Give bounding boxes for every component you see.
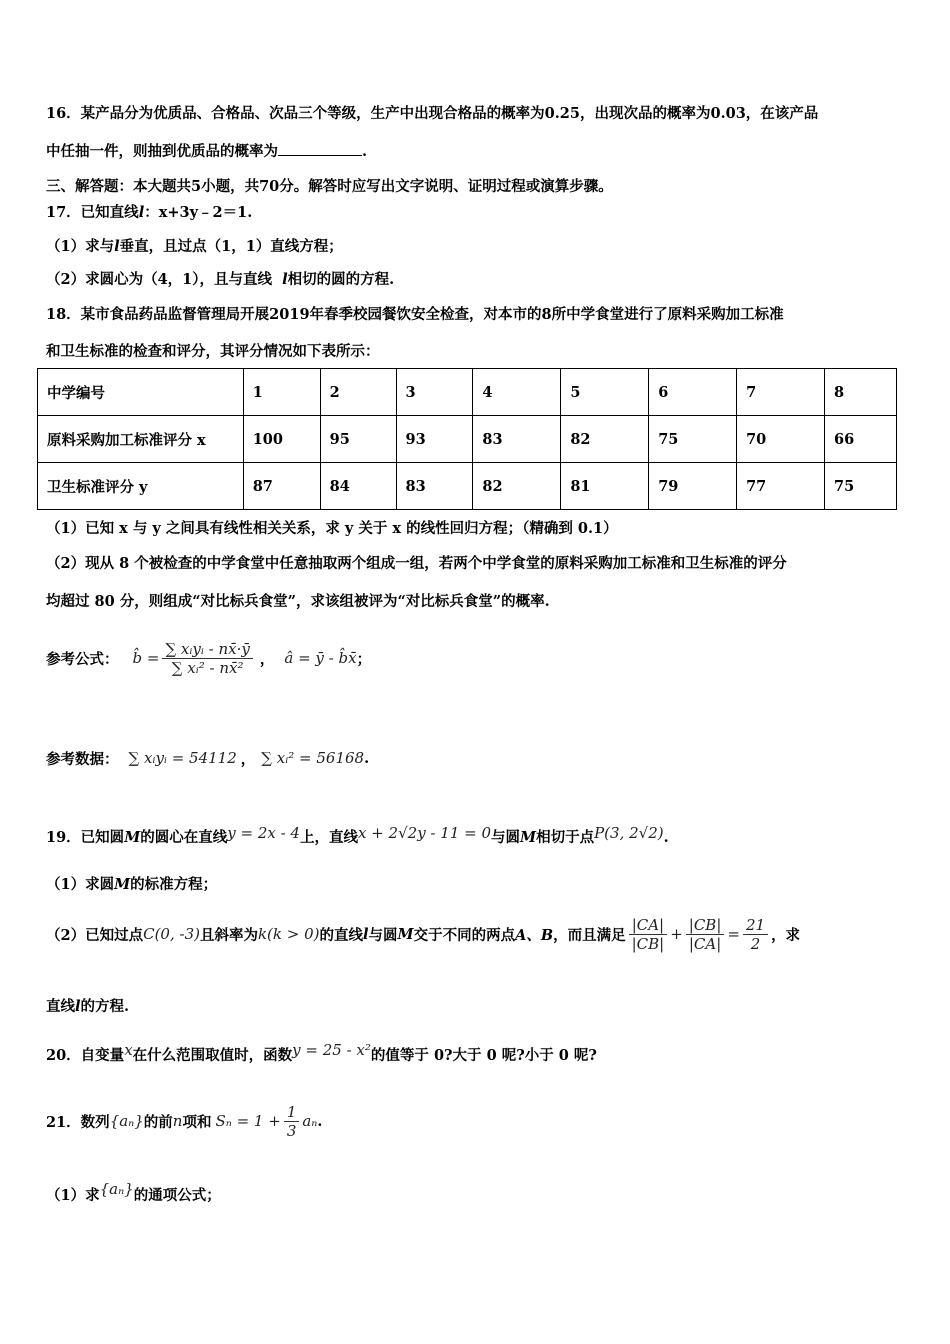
q21-pre: 21．数列 (46, 1113, 110, 1131)
q17-stem-pre: 17．已知直线 (46, 204, 139, 221)
reference-formula (46, 626, 371, 690)
q19-stem-b: 的圆心在直线 (140, 829, 228, 846)
frac-numerator: |CA| (629, 916, 667, 935)
q21-post: . (317, 1112, 323, 1130)
frac-denominator: |CB| (631, 934, 665, 953)
table-row (38, 463, 897, 510)
q17-stem-post: ：x+3y﹣2＝1. (144, 204, 253, 221)
q21-sum-rhs: aₙ (302, 1112, 318, 1130)
formula-b-numerator: ∑ xᵢyᵢ - nx̄·ȳ (162, 640, 252, 659)
q17-p2-var: l (282, 271, 288, 288)
q19-slope: k(k > 0) (257, 925, 320, 943)
formula-label: 参考公式： (46, 650, 119, 668)
formula-b-fraction (162, 640, 252, 677)
q16-line2-text: 中任抽一件，则抽到优质品的概率为 (46, 143, 278, 160)
q18-part2-line1: （2）现从 8 个被检查的中学食堂中任意抽取两个组成一组，若两个中学食堂的原料采购加工标准和卫生标准的评分 (46, 555, 787, 572)
table-cell: 82 (473, 463, 561, 510)
q16-line2 (46, 140, 367, 161)
q21-mid2: 项和 (182, 1113, 212, 1131)
q21-n: n (172, 1112, 183, 1130)
frac-numerator: 1 (284, 1103, 300, 1122)
frac-numerator: |CB| (686, 916, 725, 935)
q21-p1-pre: （1）求 (46, 1187, 100, 1204)
q19-stem-f: . (663, 829, 669, 846)
table-cell: 66 (824, 416, 896, 463)
q19-point-p: P(3, 2√2) (594, 824, 664, 842)
table-cell: 中学编号 (38, 369, 244, 416)
q20-var: x (124, 1041, 133, 1059)
q18-line2: 和卫生标准的检查和评分，其评分情况如下表所示： (46, 343, 380, 360)
table-cell: 75 (649, 416, 737, 463)
q18-part1: （1）已知 x 与 y 之间具有线性相关关系，求 y 关于 x 的线性回归方程；（精确到 0.1） (46, 520, 618, 537)
q21-p1-post: 的通项公式； (133, 1187, 221, 1204)
q17-part1 (46, 235, 343, 256)
q21-part1 (46, 1180, 221, 1205)
q20-func: y = 25 - x² (292, 1041, 371, 1059)
table-cell: 7 (737, 369, 825, 416)
table-cell: 79 (649, 463, 737, 510)
formula-b-lhs: b̂ = (132, 649, 160, 667)
table-cell: 83 (396, 463, 473, 510)
formula-separator: ， (259, 650, 275, 668)
q19-p2-line2-var: l (75, 998, 81, 1015)
frac-denominator: 2 (750, 934, 761, 953)
q20-stem (46, 1041, 597, 1065)
q19-p2-f: ，而且满足 (553, 926, 626, 944)
q19-stem-a: 19．已知圆 (46, 829, 125, 846)
data-separator: ， (240, 750, 256, 768)
data-sum-x2: ∑ xᵢ² = 56168 (261, 749, 365, 767)
data-sum-xy: ∑ xᵢyᵢ = 54112 (128, 749, 237, 767)
table-cell: 75 (824, 463, 896, 510)
table-cell: 95 (320, 416, 396, 463)
q19-fraction-ca-cb (629, 916, 668, 953)
q19-plus: + (670, 925, 683, 943)
q21-fraction (284, 1103, 300, 1140)
q21-sum-lhs: Sₙ = 1 + (215, 1112, 281, 1130)
table-cell: 卫生标准评分 y (38, 463, 244, 510)
q19-p2-d: 与圆 (368, 926, 398, 944)
score-table (37, 368, 897, 510)
q19-fraction-cb-ca (686, 916, 725, 953)
q19-p2-line2-b: 的方程. (80, 998, 130, 1015)
q17-p1-var: l (114, 238, 120, 255)
table-cell: 93 (396, 416, 473, 463)
q17-p2-pre: （2）求圆心为（4，1），且与直线 (46, 271, 273, 288)
q19-var-ab: A、B (515, 926, 554, 944)
q19-p2-line2-a: 直线 (46, 998, 75, 1015)
q17-stem-var: l (138, 204, 145, 221)
table-cell: 原料采购加工标准评分 x (38, 416, 244, 463)
q17-part2 (46, 268, 394, 289)
q19-stem-c: 上，直线 (299, 829, 358, 846)
q19-stem-e: 相切于点 (536, 829, 595, 846)
q21-p1-seq: {aₙ} (99, 1180, 134, 1198)
q17-stem (46, 201, 252, 222)
table-cell: 3 (396, 369, 473, 416)
q19-p2-c: 的直线 (319, 926, 363, 944)
q19-p1-pre: （1）求圆 (46, 876, 115, 893)
q18-line1: 18．某市食品药品监督管理局开展2019年春季校园餐饮安全检查，对本市的8所中学食堂进行了原料采购加工标准 (46, 306, 784, 323)
q21-mid: 的前 (143, 1113, 173, 1131)
table-cell: 4 (473, 369, 561, 416)
formula-end: ； (356, 650, 372, 668)
table-cell: 1 (243, 369, 320, 416)
q17-p1-post: 垂直，且过点（1，1）直线方程； (119, 238, 343, 255)
answer-blank[interactable] (278, 141, 362, 156)
q19-fraction-21-2 (743, 916, 768, 953)
q19-var-l: l (363, 925, 369, 943)
reference-data (46, 738, 369, 778)
q19-equals: = (727, 925, 740, 943)
q21-stem (46, 1098, 322, 1144)
table-cell: 84 (320, 463, 396, 510)
table-cell: 6 (649, 369, 737, 416)
data-end: . (364, 749, 370, 767)
table-row (38, 369, 897, 416)
table-cell: 87 (243, 463, 320, 510)
q20-pre: 20．自变量 (46, 1047, 125, 1064)
table-cell: 83 (473, 416, 561, 463)
q17-p1-pre: （1）求与 (46, 238, 115, 255)
table-cell: 5 (561, 369, 649, 416)
table-cell: 82 (561, 416, 649, 463)
table-cell: 100 (243, 416, 320, 463)
q19-stem (46, 824, 669, 847)
data-label: 参考数据： (46, 750, 119, 768)
frac-numerator: 21 (743, 916, 768, 935)
q19-var-m3: M (397, 925, 414, 943)
q17-p2-post: 相切的圆的方程. (287, 271, 395, 288)
table-cell: 77 (737, 463, 825, 510)
table-cell: 81 (561, 463, 649, 510)
q19-p2-a: （2）已知过点 (46, 926, 144, 944)
q19-stem-d: 与圆 (491, 829, 521, 846)
table-cell: 2 (320, 369, 396, 416)
frac-denominator: |CA| (688, 934, 722, 953)
q19-part2 (46, 906, 800, 962)
q19-point-c: C(0, -3) (143, 925, 200, 943)
formula-a: â = ȳ - b̂x̄ (284, 649, 357, 667)
q16-line1: 16．某产品分为优质品、合格品、次品三个等级，生产中出现合格品的概率为0.25，出现次品的概率为0.03，在该产品 (46, 105, 819, 122)
q19-eq1: y = 2x - 4 (227, 824, 300, 842)
q19-part1 (46, 873, 217, 894)
frac-denominator: 3 (286, 1121, 297, 1140)
q20-post: 的值等于 0?大于 0 呢?小于 0 呢? (370, 1047, 597, 1064)
q19-eq2: x + 2√2y - 11 = 0 (357, 824, 492, 842)
q19-var-m: M (124, 829, 141, 846)
q19-p2-g: ，求 (771, 926, 801, 944)
q16-line2-end: . (362, 143, 368, 160)
q19-part2-line2 (46, 995, 129, 1016)
q19-p2-e: 交于不同的两点 (413, 926, 516, 944)
q19-p2-b: 且斜率为 (199, 926, 258, 944)
formula-b-denominator: ∑ xᵢ² - nx̄² (171, 658, 244, 677)
section3-heading: 三、解答题：本大题共5小题，共70分。解答时应写出文字说明、证明过程或演算步骤。 (46, 178, 613, 195)
q20-mid: 在什么范围取值时，函数 (132, 1047, 293, 1064)
q18-part2-line2: 均超过 80 分，则组成“对比标兵食堂”，求该组被评为“对比标兵食堂”的概率. (46, 593, 550, 610)
table-row (38, 416, 897, 463)
table-cell: 70 (737, 416, 825, 463)
q21-seq: {aₙ} (109, 1112, 144, 1130)
q19-var-m2: M (520, 829, 537, 846)
table-cell: 8 (824, 369, 896, 416)
q19-p1-var: M (114, 876, 131, 893)
q19-p1-post: 的标准方程； (130, 876, 218, 893)
